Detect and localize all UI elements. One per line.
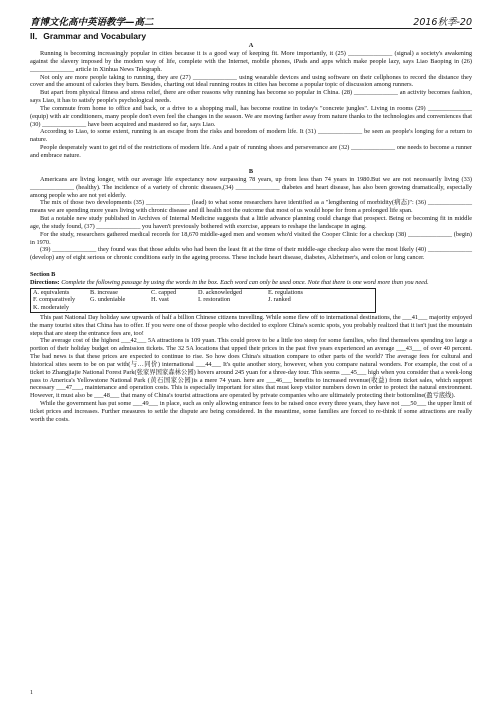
word-option: C. capped <box>151 288 177 296</box>
header-title: 育博文化高中英语教学—高二 <box>30 17 154 28</box>
word-option: H. vast <box>151 296 169 304</box>
word-option: A. equivalents <box>33 288 70 296</box>
part-a-label: A <box>248 42 254 49</box>
paragraph-b5: (39) ______________ they found was that those adults who had been the least fit at the time of their middle-age checkup also were the most likely (40) ______________ (develop) any of eight serious or chronic conditions early in the ageing process. These include heart disease, diabetes, Alzheimer's, and colon or lung cancer. <box>30 246 472 262</box>
word-box-row <box>31 304 375 312</box>
paragraph-b4: For the study, researchers gathered medical records for 18,670 middle-aged men and women who'd visited the Cooper Clinic for a checkup (38) ______________ (begin) in 1970. <box>30 230 472 246</box>
directions <box>30 279 472 287</box>
paragraph-a3: But apart from physical fitness and stress relief, there are other reasons why running has become so popular in China. (28) ______________ an activity becomes fashion, says Liao, it has to satisfy people's psychological needs. <box>30 89 472 105</box>
page-header <box>30 14 472 29</box>
paragraph-a1: Running is becoming increasingly popular in cities because it is a good way of keeping fit. More importantly, it (25) ______________ (signal) a society's awakening against the slavery imposed by the modern way of life, complete with the Internet, mobile phones, iPads and apps which make people lazy, says Liao Baoping in (26) ______________ article in Xinhua News Telegraph. <box>30 50 472 73</box>
paragraph-a5: According to Liao, to some extent, running is an escape from the risks and boredom of modern life. It (31) ______________ be seen as people's longing for a return to nature. <box>30 128 472 144</box>
part-b-label: B <box>248 167 254 175</box>
word-option: D. acknowledged <box>198 288 243 296</box>
paragraph-a4: The commute from home to office and back, or a drive to a shopping mall, has become routine in today's "concrete jungles". Living in rooms (29) ______________ (equip) with air conditioners, many people don't even feel the changes in the season. We are moving farther away from nature thanks to the technologies and conveniences that (30) ______________ have been acquired and mastered so far, says Liao. <box>30 104 472 128</box>
paragraph-a6: People desperately want to get rid of the restrictions of modern life. And a pair of running shoes and perseverance are (32) ______________ one needs to become a runner and embrace nature. <box>30 144 472 159</box>
paragraph-b2: The mix of those two developments (35) ______________ (lead) to what some researchers have identified as a "lengthening of morbidity(病态)": (36) ______________ means we are spending more years living with chronic disease and ill health not the outcome that most of us would hope for from a prolonged life span. <box>30 199 472 215</box>
document-body <box>30 31 472 424</box>
word-option: I. restoration <box>198 296 231 304</box>
paragraph-sb2: The average cost of the highest ___42___ 5A attractions is 109 yuan. This could prove to be a little too steep for some families, who find themselves spending too large a portion of their holiday budget on admission tickets. The 32 5A locations that upped their prices in the past five years experienced an average ___43___ of over 40 percent. The bad news is that these prices are expected to continue to rise. So how does China's situation compare to other parts of the world? The average fees for cultural and historical sites seem to be on par with(与…同价) international ___44___ It's quite another story, however, when you compare natural wonders. For example, the cost of a ticket to Zhangjiajie National Forest Park(张家界国家森林公园) hovers around 245 yuan for a three-day tour. This seems ___45___ high when you consider that a week-long pass to America's Yellowstone National Park (黄石国家公园)is a mere 74 yuan. here are ___46___ benefits to increased revenue(收益) from ticket sales, which support necessary ___47___, maintenance and operation costs. This is especially important for sites that must keep visitor numbers down in order to protect the natural environment. However, it must also be ___48___ that many of China's tourist attractions are operated by private companies who are ultimately protecting their bottomline(盈亏底线). <box>30 337 472 400</box>
paragraph-sb1: This past National Day holiday saw upwards of half a billion Chinese citizens travelling. While some flew off to international destinations, the ___41___ majority enjoyed the many tourist sites that China has to offer. If you were one of those people who decided to explore China's scenic spots, you probably realized that it isn't just the mountain steps that are steep the entrance fees are, too! <box>30 313 472 337</box>
word-option: J. ranked <box>268 296 291 304</box>
word-box-row <box>31 296 375 304</box>
paragraph-b3: But a notable new study published in Archives of Internal Medicine suggests that a little advance planning could change that prospect. Being or becoming fit in middle age, the study found, (37) ______________ you haven't previously bothered with exercise, appears to reshape the landscape in aging. <box>30 215 472 230</box>
word-option: K. moderately <box>33 304 70 312</box>
word-option: E. regulations <box>268 288 303 296</box>
word-option: B. increase <box>90 288 118 296</box>
paragraph-a2: Not only are more people taking to running, they are (27) ______________ using wearable devices and using software on their cellphones to record the distance they cover and the amount of calories they burn. Besides, charting out ideal running routes in cities has become a popular topic of discussion among runners. <box>30 73 472 89</box>
paragraph-b1: Americans are living longer, with our average life expectancy now surpassing 78 years, up from less than 74 years in 1980.But we are not necessarily living (33) ______________ (healthy). The incidence of a variety of chronic diseases,(34) ______________ diabetes and heart disease, has also been growing dramatically, especially among people who are not yet elderly. <box>30 175 472 199</box>
directions-text: Complete the following passage by using the words in the box. Each word can only be used once. Note that there is one word more than you need. <box>61 278 429 286</box>
directions-label: Directions: <box>30 278 60 286</box>
word-box-row <box>31 289 375 297</box>
section-title: II．Grammar and Vocabulary <box>30 31 147 41</box>
paragraph-sb3: While the government has put some ___49___ in place, such as only allowing entrance fees to be raised once every three years, they have not ___50___ the upper limit of ticket prices and increases. Further measures to settle the dispute are being considered. In the meantime, some families are forced to re-think if some attractions are really worth the costs. <box>30 400 472 423</box>
section-b-title: Section B <box>30 271 56 279</box>
page-number: 1 <box>30 690 33 696</box>
word-option: G. undeniable <box>90 296 126 304</box>
header-term: 2016秋季-20 <box>413 17 472 28</box>
word-box <box>30 288 376 313</box>
word-option: F. comparatively <box>33 296 76 304</box>
